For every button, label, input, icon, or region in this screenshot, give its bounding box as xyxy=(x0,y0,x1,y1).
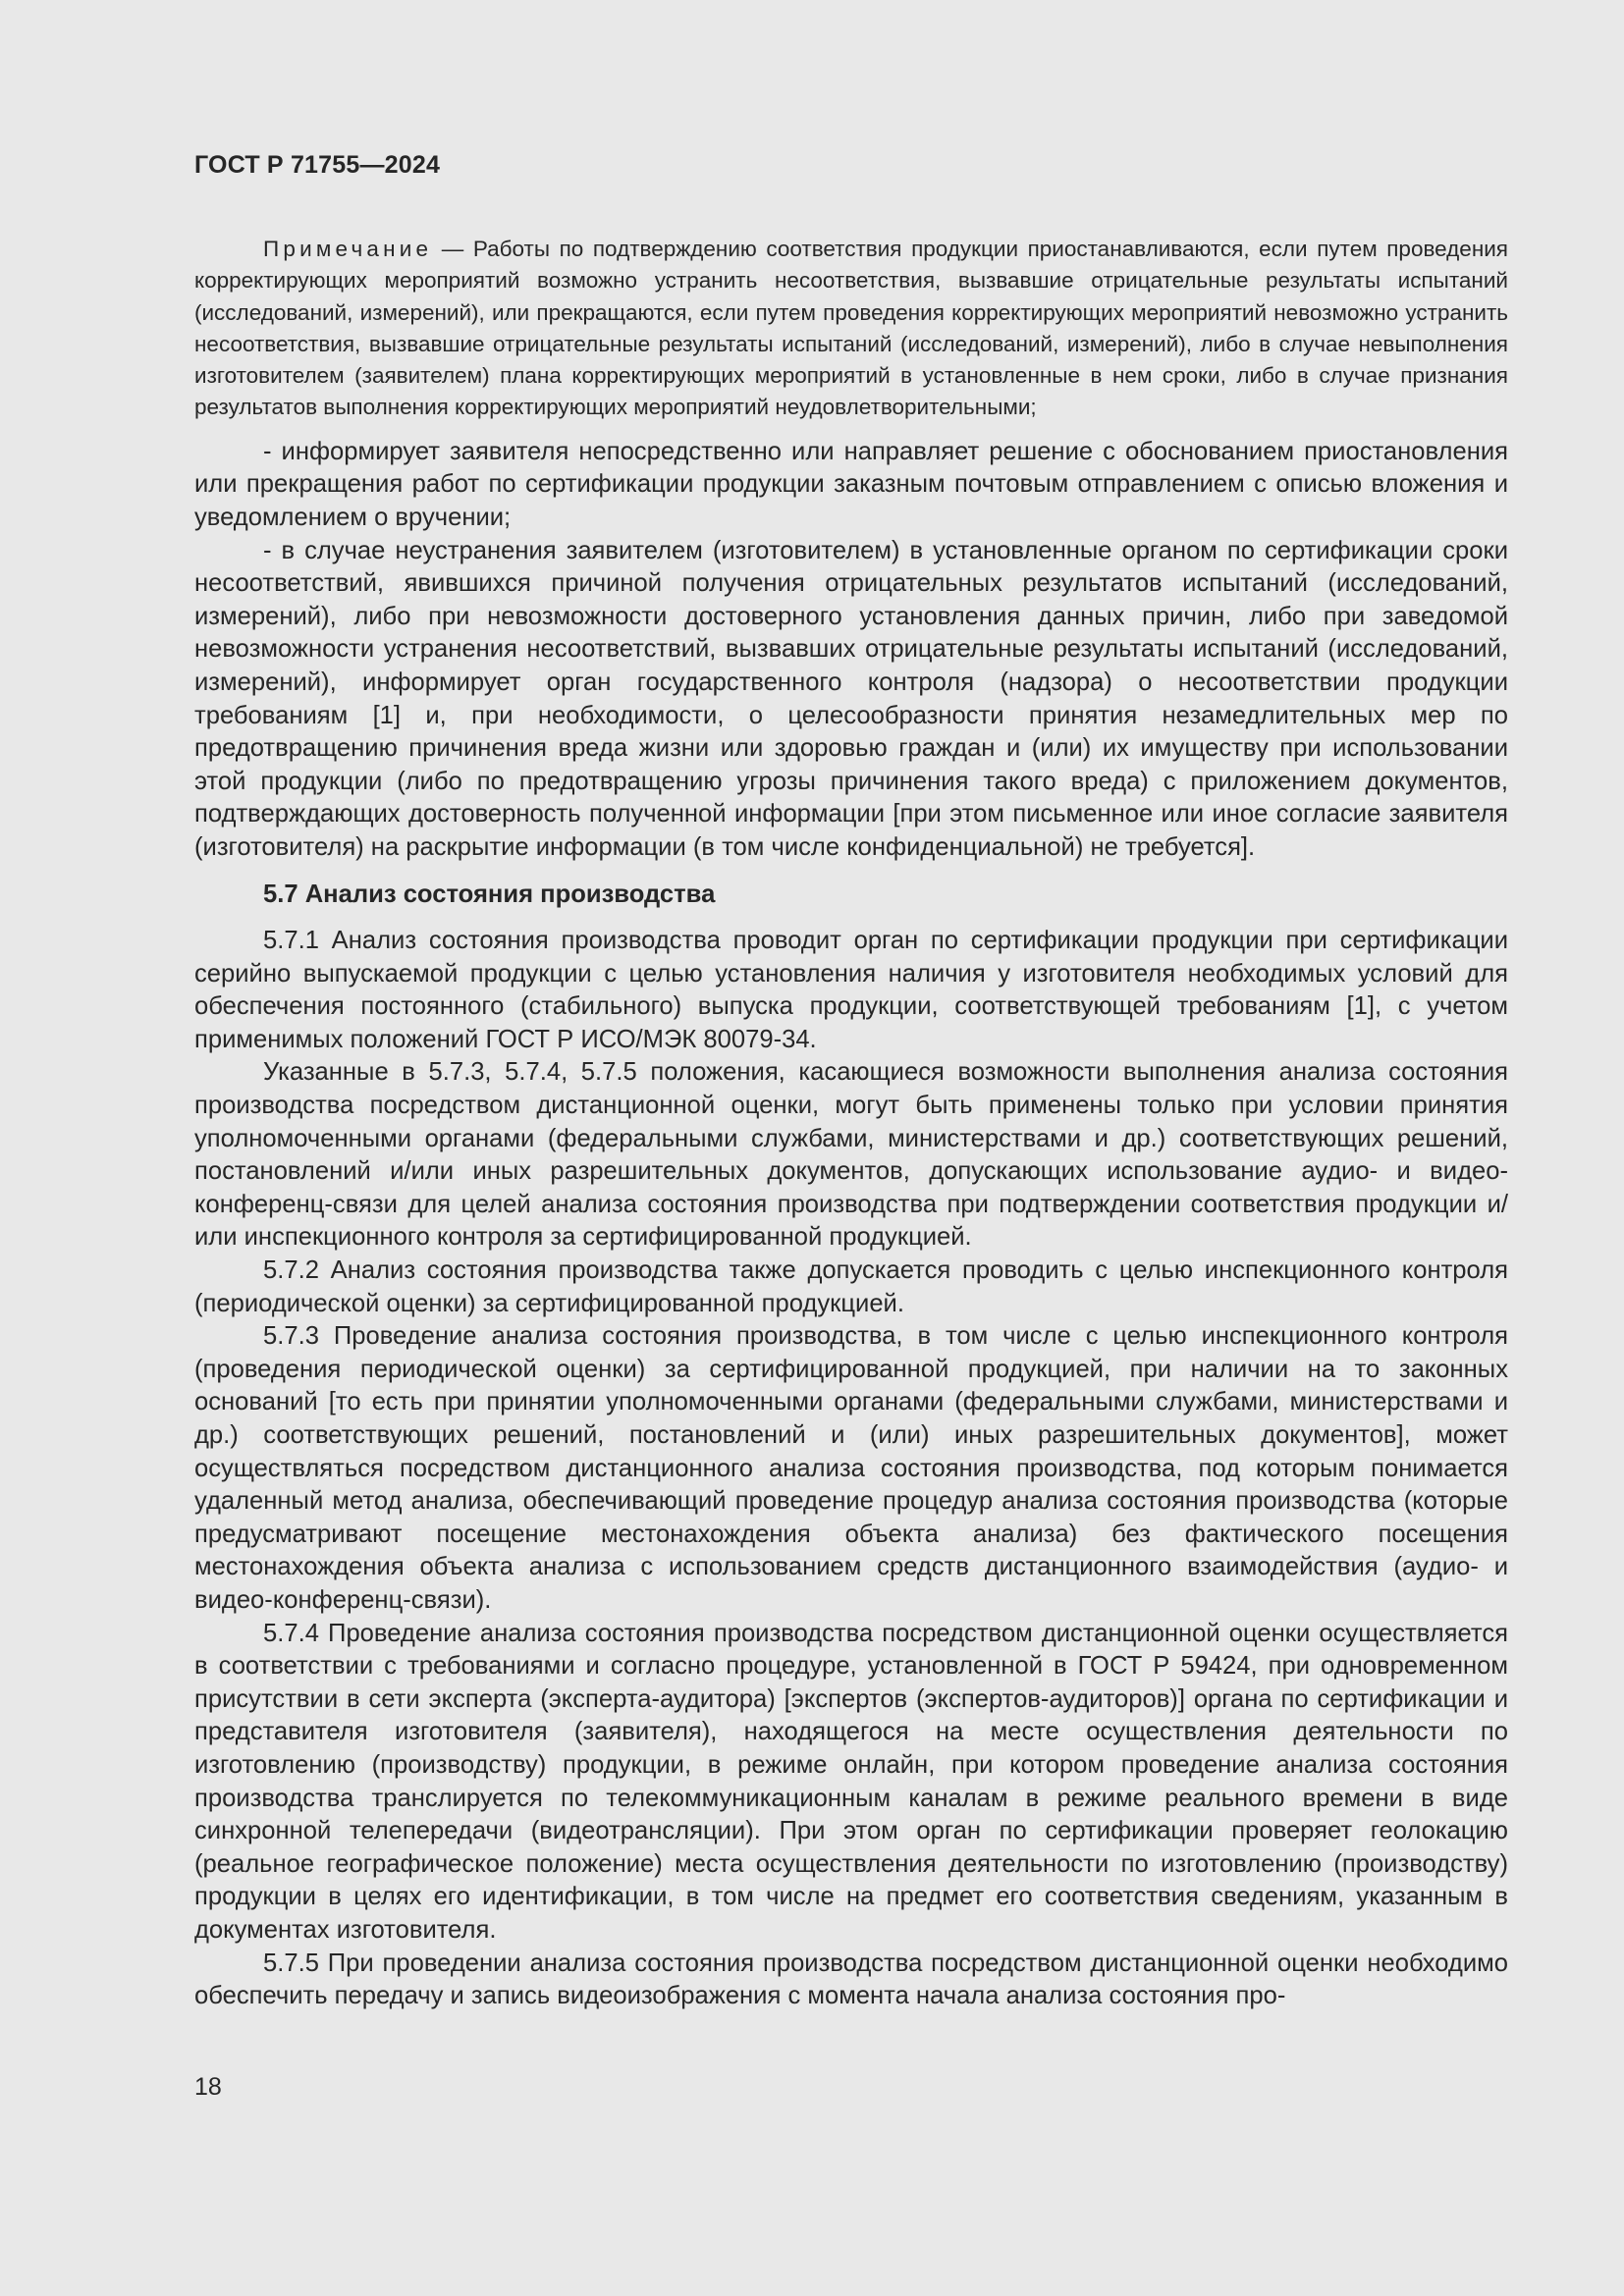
document-code-header: ГОСТ Р 71755—2024 xyxy=(194,151,441,179)
document-page xyxy=(194,147,1508,2013)
note-paragraph xyxy=(194,234,1508,424)
section-paragraph: 5.7.1 Анализ состояния производства проводит орган по сертификации продукции при сертификации серийно выпускаемой продукции с целью установления наличия у изготовителя необходимых условий для обеспечения постоянного (стабильного) выпуска продукции, соответствующей требованиям [1], с учетом применимых положений ГОСТ Р ИСО/МЭК 80079-34. xyxy=(194,927,1508,1053)
section-paragraph: 5.7.5 При проведении анализа состояния производства посредством дистанционной оценки необходимо обеспечить передачу и запись видеоизображения с момента начала анализа состояния про- xyxy=(194,1949,1508,2010)
note-text: — Работы по подтверждению соответствия продукции приостанавливаются, если путем проведения корректирующих мероприятий возможно устранить несоответствия, вызвавшие отрицательные результаты испытаний (исследований, измерений), или прекращаются, если путем проведения корректирующих мероприятий невозможно устранить несоответствия, вызвавшие отрицательные результаты испытаний (исследований, измерений), либо в случае невыполнения изготовителем (заявителем) плана корректирующих мероприятий в установленные в нем сроки, либо в случае признания результатов выполнения корректирующих мероприятий неудовлетворительными; xyxy=(194,237,1508,420)
dash-item-inform-authority: - в случае неустранения заявителем (изготовителем) в установленные органом по сертификации сроки несоответствий, явившихся причиной получения отрицательных результатов испытаний (исследований, измерений), либо при невозможности достоверного установления данных причин, либо при заведомой невозможности устранения несоответствий, вызвавших отрицательные результаты испытаний (исследований, измерений), информирует орган государственного контроля (надзора) о несоответствии продукции требованиям [1] и, при необходимости, о целесообразности принятия незамедлительных мер по предотвращению причинения вреда жизни или здоровью граждан и (или) их имуществу при использовании этой продукции (либо по предотвращению угрозы причинения такого вреда) с приложением документов, подтверждающих достоверность полученной информации [при этом письменное или иное согласие заявителя (изготовителя) на раскрытие информации (в том числе конфиденциальной) не требуется]. xyxy=(194,536,1508,861)
main-body xyxy=(194,436,1508,2013)
note-label: Примечание xyxy=(263,237,433,261)
section-paragraph: 5.7.2 Анализ состояния производства также допускается проводить с целью инспекционного контроля (периодической оценки) за сертифицированной продукцией. xyxy=(194,1256,1508,1317)
dash-item-inform-applicant: - информирует заявителя непосредственно или направляет решение с обоснованием приостановления или прекращения работ по сертификации продукции заказным почтовым отправлением с описью вложения и уведомлением о вручении; xyxy=(194,437,1508,531)
page-number: 18 xyxy=(194,2073,222,2101)
section-title: 5.7 Анализ состояния производства xyxy=(263,880,716,908)
section-paragraph: 5.7.4 Проведение анализа состояния производства посредством дистанционной оценки осуществляется в соответствии с требованиями и согласно процедуре, установленной в ГОСТ Р 59424, при одновременном присутствии в сети эксперта (эксперта-аудитора) [экспертов (экспертов-аудиторов)] органа по сертификации и представителя изготовителя (заявителя), находящегося на месте осуществления деятельности по изготовлению (производству) продукции, в режиме онлайн, при котором проведение анализа состояния производства транслируется по телекоммуникационным каналам в режиме реального времени в виде синхронной телепередачи (видеотрансляции). При этом орган по сертификации проверяет геолокацию (реальное географическое положение) места осуществления деятельности по изготовлению (производству) продукции в целях его идентификации, в том числе на предмет его соответствия сведениям, указанным в документах изготовителя. xyxy=(194,1619,1508,1944)
section-paragraph: Указанные в 5.7.3, 5.7.4, 5.7.5 положения, касающиеся возможности выполнения анализа состояния производства посредством дистанционной оценки, могут быть применены только при условии принятия уполномоченными органами (федеральными службами, министерствами и др.) соответствующих решений, постановлений и/или иных разрешительных документов, допускающих использование аудио- и видео-конференц-связи для целей анализа состояния производства при подтверждении соответствия продукции и/или инспекционного контроля за сертифицированной продукцией. xyxy=(194,1058,1508,1252)
section-paragraph: 5.7.3 Проведение анализа состояния производства, в том числе с целью инспекционного контроля (проведения периодической оценки) за сертифицированной продукцией, при наличии на то законных оснований [то есть при принятии уполномоченными органами (федеральными службами, министерствами и др.) соответствующих решений, постановлений и (или) иных разрешительных документов], может осуществляться посредством дистанционного анализа состояния производства, под которым понимается удаленный метод анализа, обеспечивающий проведение процедур анализа состояния производства (которые предусматривают посещение местонахождения объекта анализа) без фактического посещения местонахождения объекта анализа с использованием средств дистанционного взаимодействия (аудио- и видео-конференц-связи). xyxy=(194,1322,1508,1614)
